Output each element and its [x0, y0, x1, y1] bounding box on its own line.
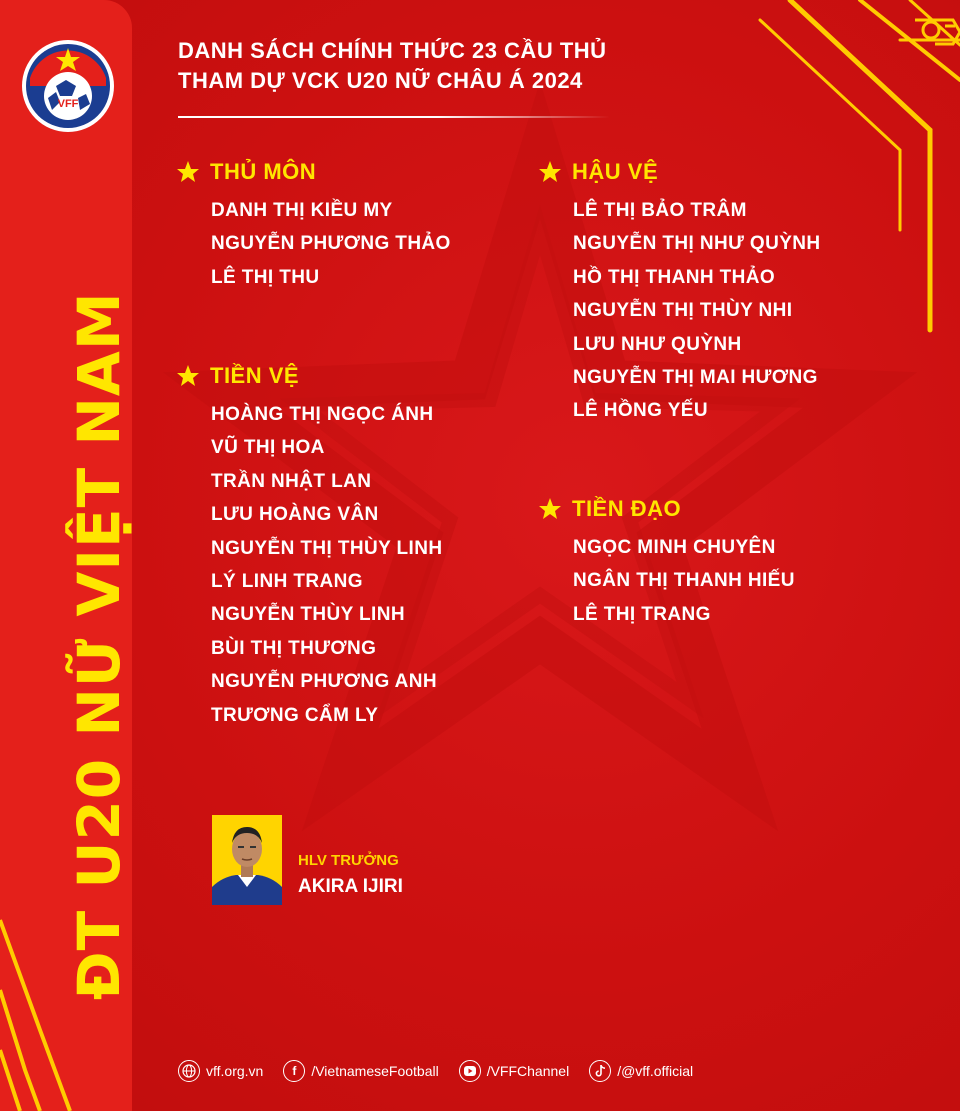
- coach-name: AKIRA IJIRI: [298, 876, 403, 897]
- player-name: NGUYỄN THÙY LINH: [211, 604, 405, 626]
- tiktok-icon: [589, 1060, 611, 1082]
- player-name: LÊ THỊ BẢO TRÂM: [573, 200, 747, 221]
- player-name: NGUYỄN THỊ MAI HƯƠNG: [573, 366, 818, 388]
- website-link[interactable]: [178, 1060, 263, 1082]
- player-name: NGUYỄN THỊ NHƯ QUỲNH: [573, 233, 821, 255]
- player-name: LÊ HỒNG YẾU: [573, 400, 708, 422]
- footer-links: [178, 1058, 713, 1084]
- tiktok-link[interactable]: [589, 1060, 693, 1082]
- header-line-1: DANH SÁCH CHÍNH THỨC 23 CẦU THỦ: [178, 38, 607, 63]
- star-icon: [538, 160, 562, 184]
- youtube-icon: [459, 1060, 481, 1082]
- player-name: TRẦN NHẬT LAN: [211, 470, 372, 492]
- player-name: DANH THỊ KIỀU MY: [211, 200, 393, 221]
- section-title-text: TIỀN VỆ: [210, 363, 300, 388]
- section-title-goalkeepers: [178, 158, 451, 186]
- player-name: VŨ THỊ HOA: [211, 437, 325, 459]
- page-header: [178, 36, 678, 96]
- player-name: NGỌC MINH CHUYÊN: [573, 537, 776, 558]
- player-name: LƯU NHƯ QUỲNH: [573, 333, 742, 355]
- team-vertical-title: ĐT U20 NỮ VIỆT NAM: [65, 291, 133, 1000]
- globe-icon: [178, 1060, 200, 1082]
- section-title-text: TIỀN ĐẠO: [572, 496, 682, 521]
- coach-portrait: [212, 815, 282, 905]
- section-title-midfielders: [178, 362, 442, 390]
- logo-text: VFF: [57, 98, 79, 110]
- player-name: LÊ THỊ THU: [211, 266, 320, 288]
- player-name: LÊ THỊ TRANG: [573, 603, 711, 625]
- star-icon: [176, 364, 200, 388]
- player-name: LƯU HOÀNG VÂN: [211, 504, 379, 526]
- player-name: LÝ LINH TRANG: [211, 570, 363, 592]
- section-forwards: [540, 495, 795, 631]
- section-title-text: THỦ MÔN: [210, 159, 317, 184]
- star-icon: [538, 497, 562, 521]
- player-name: NGUYỄN THỊ THÙY LINH: [211, 537, 443, 559]
- website-text: vff.org.vn: [206, 1063, 264, 1079]
- facebook-link[interactable]: [283, 1060, 438, 1082]
- facebook-text: /VietnameseFootball: [311, 1063, 439, 1079]
- player-name: NGUYỄN THỊ THÙY NHI: [573, 300, 793, 322]
- coach-photo: [212, 815, 282, 905]
- player-name: HOÀNG THỊ NGỌC ÁNH: [211, 404, 434, 425]
- player-name: NGUYỄN PHƯƠNG THẢO: [211, 233, 451, 255]
- star-icon: [176, 160, 200, 184]
- player-name: TRƯƠNG CẨM LY: [211, 704, 379, 726]
- youtube-text: /VFFChannel: [486, 1063, 570, 1079]
- player-name: NGUYỄN PHƯƠNG ANH: [211, 671, 437, 693]
- player-list-defenders: [573, 194, 821, 428]
- youtube-link[interactable]: [459, 1060, 569, 1082]
- header-divider: [178, 116, 610, 118]
- section-title-forwards: [540, 495, 795, 523]
- section-title-defenders: [540, 158, 821, 186]
- player-list-forwards: [573, 531, 795, 631]
- section-defenders: [540, 158, 821, 428]
- section-midfielders: [178, 362, 442, 732]
- player-name: HỒ THỊ THANH THẢO: [573, 266, 776, 288]
- coach-label: HLV TRƯỞNG: [298, 852, 399, 869]
- section-title-text: HẬU VỆ: [572, 159, 659, 184]
- header-line-2: THAM DỰ VCK U20 NỮ CHÂU Á 2024: [178, 68, 583, 93]
- player-name: NGÂN THỊ THANH HIẾU: [573, 570, 795, 592]
- player-list-midfielders: [211, 398, 442, 732]
- facebook-icon: f: [283, 1060, 305, 1082]
- vff-logo: [20, 38, 116, 134]
- player-list-goalkeepers: [211, 194, 451, 294]
- section-goalkeepers: [178, 158, 451, 294]
- tiktok-text: /@vff.official: [617, 1063, 694, 1079]
- player-name: BÙI THỊ THƯƠNG: [211, 637, 377, 659]
